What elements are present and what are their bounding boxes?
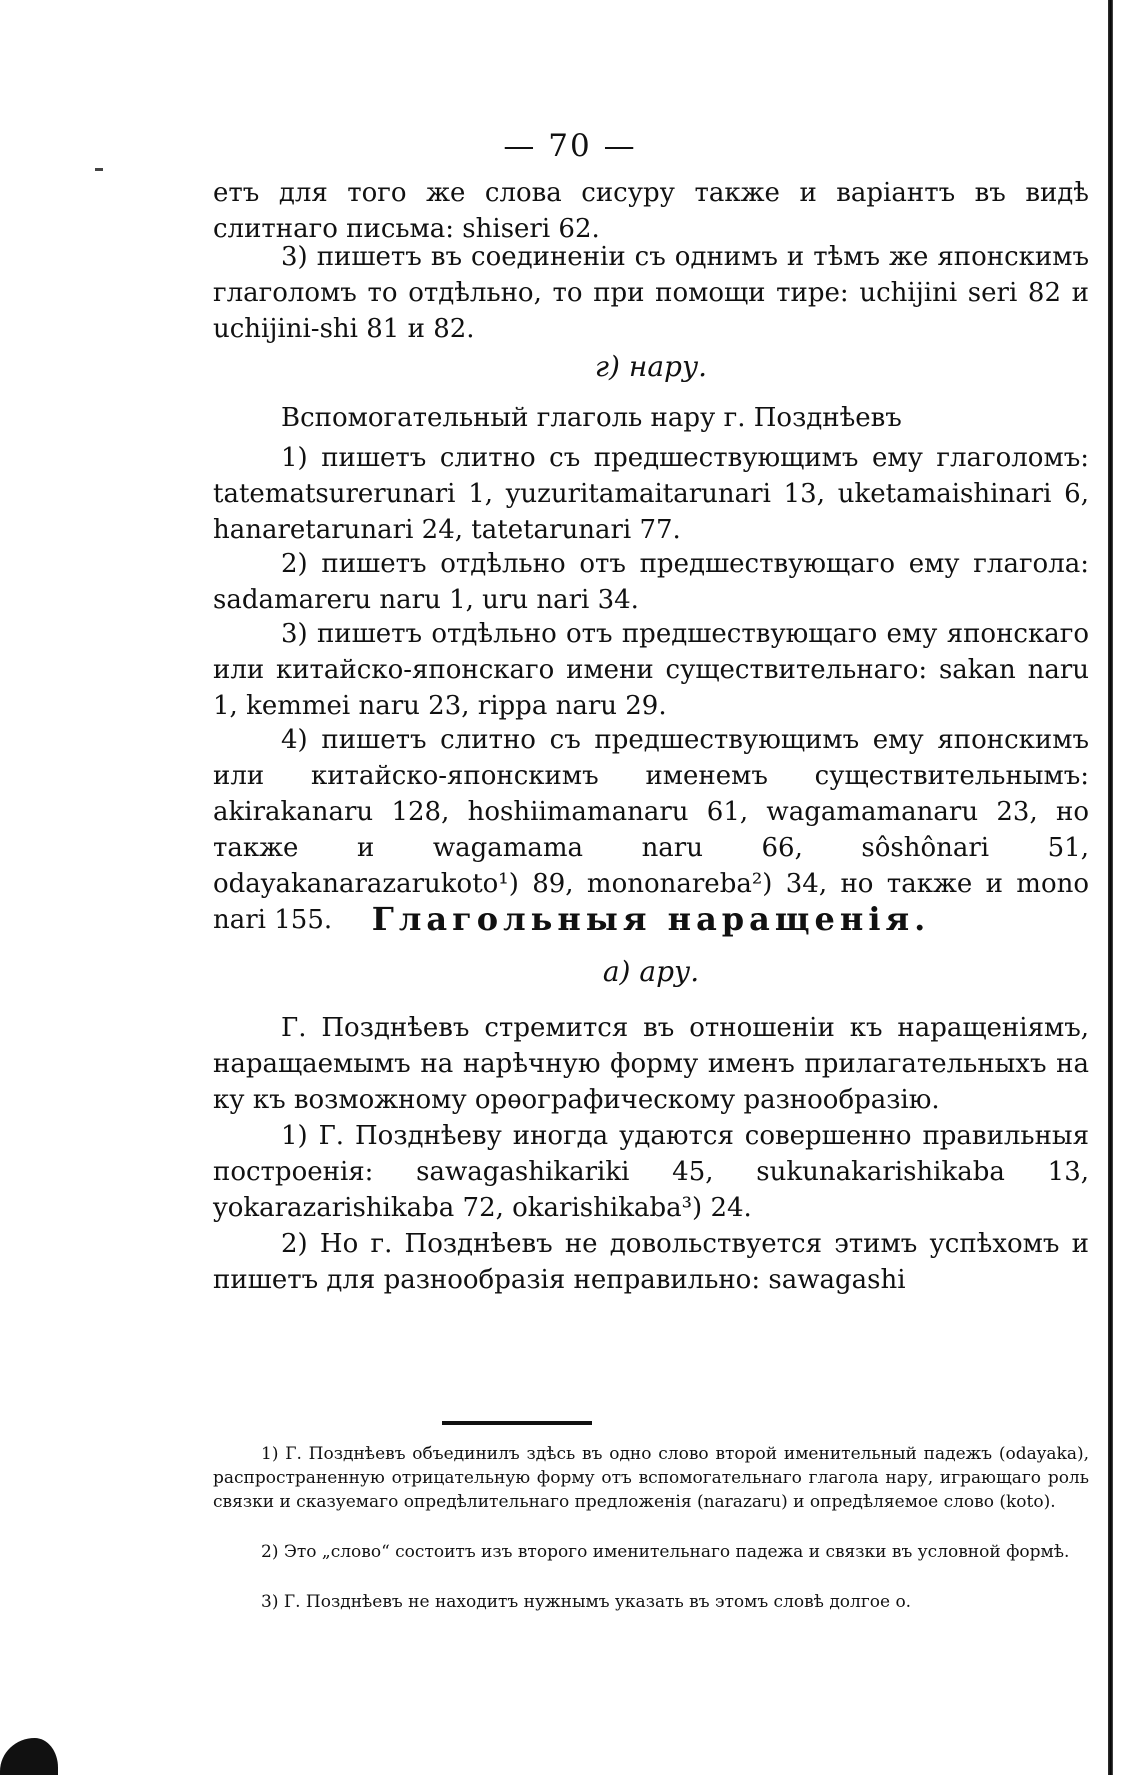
subsection-title-naru: г) нару.: [594, 350, 708, 383]
page-number: — 70 —: [503, 128, 637, 164]
footnote-rule: [442, 1421, 592, 1425]
page-edge-shadow: [1108, 0, 1113, 1775]
paragraph-naru-1: 1) пишетъ слитно съ предшествующимъ ему глаголомъ: tatematsurerunari 1, yuzuritamaitarunari 13, uketamaishinari 6, hanaretarunari 24, tatetarunari 77.: [213, 443, 1089, 545]
paragraph-item-3: 3) пишетъ въ соединеніи съ однимъ и тѣмъ же японскимъ глаголомъ то отдѣльно, то при помощи тире: uchijini seri 82 и uchijini-shi 81 и 82.: [213, 242, 1089, 344]
ink-blot: [0, 1738, 58, 1775]
paragraph-naru-3: 3) пишетъ отдѣльно отъ предшествующаго ему японскаго или китайско-японскаго имени существительнаго: sakan naru 1, kemmei naru 23, rippa naru 29.: [213, 619, 1089, 721]
footnote-1: 1) Г. Позднѣевъ объединилъ здѣсь въ одно слово второй именительный падежъ (odayaka), распространенную отрицательную форму отъ вспомогательнаго глагола нару, играющаго роль связки и сказуемаго опредѣлительнаго предложенія (narazaru) и опредѣляемое слово (koto).: [213, 1444, 1089, 1512]
paragraph-aru-2: 2) Но г. Позднѣевъ не довольствуется этимъ успѣхомъ и пишетъ для разнообразія неправильно: sawagashi: [213, 1229, 1089, 1295]
paragraph-continued: етъ для того же слова сисуру также и варіантъ въ видѣ слитнаго письма: shiseri 62.: [213, 178, 1089, 244]
footnote-3: 3) Г. Позднѣевъ не находитъ нужнымъ указать въ этомъ словѣ долгое о.: [261, 1592, 912, 1612]
section-heading: Глагольныя наращенія.: [371, 900, 931, 938]
paragraph-aru-1: 1) Г. Позднѣеву иногда удаются совершенно правильныя построенія: sawagashikariki 45, sukunakarishikaba 13, yokarazarishikaba 72, okarishikaba³) 24.: [213, 1121, 1089, 1223]
footnote-2: 2) Это „слово“ состоитъ изъ второго именительнаго падежа и связки въ условной формѣ.: [261, 1542, 1070, 1562]
subsection-title-aru: а) ару.: [602, 955, 700, 988]
margin-mark: [95, 168, 103, 171]
paragraph-intro-naru: Вспомогательный глаголь нару г. Позднѣевъ: [281, 403, 902, 433]
paragraph-aru-intro: Г. Позднѣевъ стремится въ отношеніи къ наращеніямъ, наращаемымъ на нарѣчную форму именъ прилагательныхъ на ку къ возможному орѳографическому разнообразію.: [213, 1013, 1089, 1115]
paragraph-naru-2: 2) пишетъ отдѣльно отъ предшествующаго ему глагола: sadamareru naru 1, uru nari 34.: [213, 549, 1089, 615]
paragraph-naru-4: 4) пишетъ слитно съ предшествующимъ ему японскимъ или китайско-японскимъ именемъ существительнымъ: akirakanaru 128, hoshiimamanaru 61, wagamamanaru 23, но также и wagamama naru 66, sôshônari 51, odayakanarazarukoto¹) 89, mononareba²) 34, но также и mono nari 155.: [213, 725, 1089, 935]
